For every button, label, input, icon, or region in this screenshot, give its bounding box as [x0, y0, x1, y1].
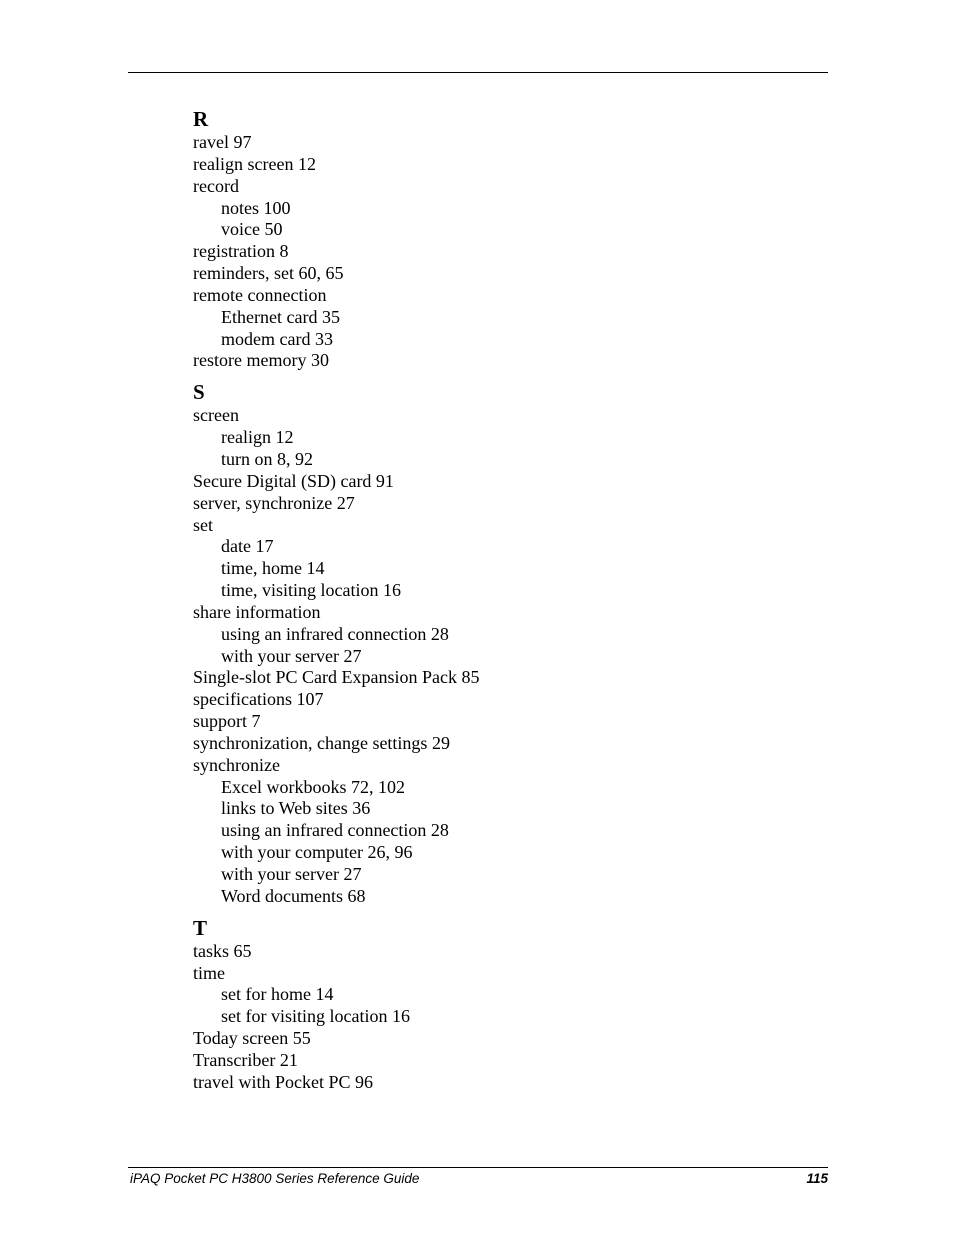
index-section-r — [193, 106, 813, 372]
index-entry: screen — [193, 405, 239, 426]
index-entry: set — [193, 514, 213, 535]
index-entry: realign screen 12 — [193, 153, 316, 174]
index-subentry: Word documents 68 — [221, 885, 366, 906]
index-subentry: set for home 14 — [221, 984, 334, 1005]
index-entry: server, synchronize 27 — [193, 492, 355, 513]
index-entry: registration 8 — [193, 241, 289, 262]
index-subentry: modem card 33 — [221, 328, 333, 349]
index-list — [193, 106, 813, 1101]
index-entry: Transcriber 21 — [193, 1049, 298, 1070]
index-subentry: notes 100 — [221, 197, 291, 218]
index-entry: Secure Digital (SD) card 91 — [193, 470, 394, 491]
index-entry: Today screen 55 — [193, 1028, 311, 1049]
index-entry: synchronize — [193, 754, 280, 775]
header-rule — [128, 72, 828, 73]
index-section-t — [193, 915, 813, 1094]
index-entry: support 7 — [193, 711, 261, 732]
section-letter: S — [193, 380, 205, 405]
index-subentry: links to Web sites 36 — [221, 798, 371, 819]
footer-title: iPAQ Pocket PC H3800 Series Reference Guide — [130, 1171, 420, 1186]
index-entry: travel with Pocket PC 96 — [193, 1071, 373, 1092]
index-subentry: with your server 27 — [221, 645, 362, 666]
index-entry: Single-slot PC Card Expansion Pack 85 — [193, 667, 480, 688]
index-entry: restore memory 30 — [193, 350, 329, 371]
index-entry: ravel 97 — [193, 132, 252, 152]
section-letter: R — [193, 107, 209, 131]
index-section-s — [193, 379, 813, 907]
page-number: 115 — [806, 1171, 828, 1186]
section-letter: T — [193, 915, 208, 940]
index-subentry: Ethernet card 35 — [221, 306, 340, 327]
index-subentry: with your server 27 — [221, 864, 362, 884]
index-subentry: realign 12 — [221, 427, 294, 448]
index-subentry: turn on 8, 92 — [221, 448, 313, 469]
index-entry: remote connection — [193, 284, 327, 305]
index-subentry: Excel workbooks 72, 102 — [221, 776, 405, 797]
index-entry: tasks 65 — [193, 940, 252, 961]
index-subentry: using an infrared connection 28 — [221, 623, 449, 644]
index-entry: synchronization, change settings 29 — [193, 732, 450, 753]
index-subentry: using an infrared connection 28 — [221, 820, 449, 841]
index-subentry: with your computer 26, 96 — [221, 842, 413, 863]
index-subentry: set for visiting location 16 — [221, 1006, 410, 1027]
index-entry: specifications 107 — [193, 689, 324, 710]
index-subentry: voice 50 — [221, 219, 283, 240]
index-entry: time — [193, 962, 225, 983]
footer-rule — [128, 1167, 828, 1168]
index-entry: share information — [193, 601, 321, 622]
index-entry: reminders, set 60, 65 — [193, 263, 344, 284]
index-entry: record — [193, 175, 239, 196]
index-subentry: time, visiting location 16 — [221, 580, 401, 601]
index-subentry: date 17 — [221, 536, 274, 557]
index-subentry: time, home 14 — [221, 558, 325, 579]
